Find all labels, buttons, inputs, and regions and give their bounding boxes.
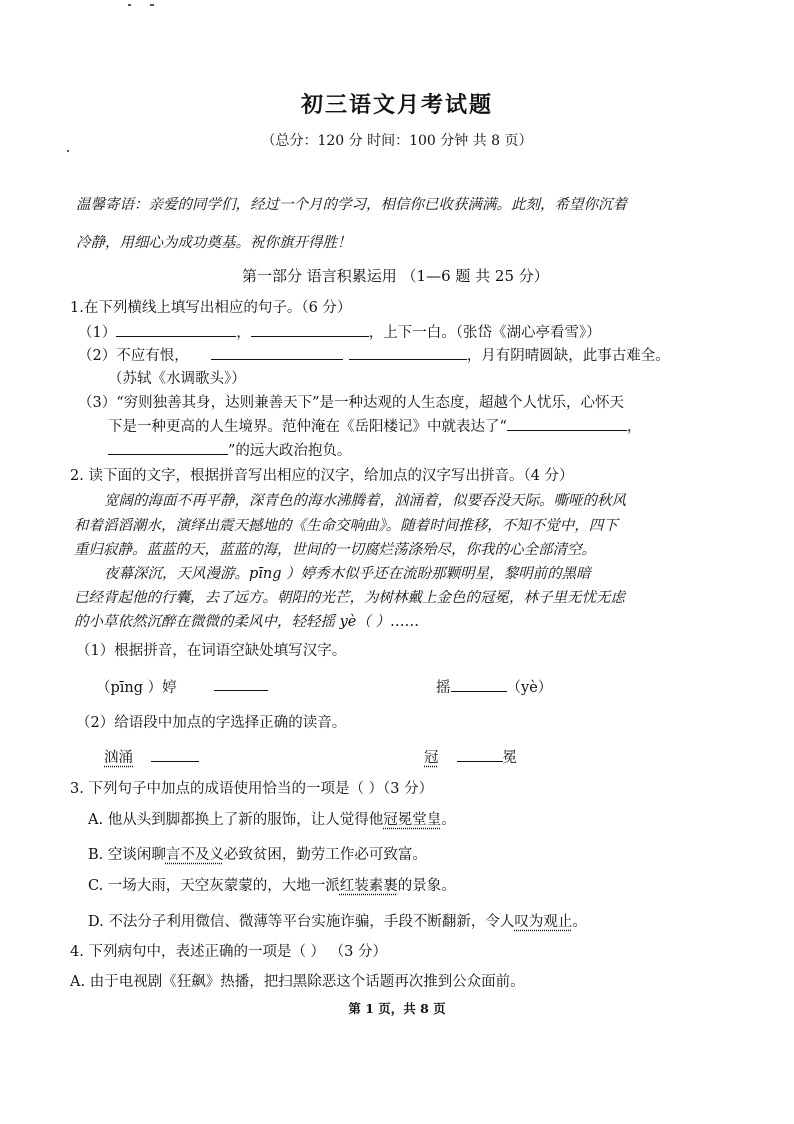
scan-speck	[67, 150, 69, 152]
option-a[interactable]	[88, 808, 456, 829]
pinyin: （yè）	[506, 680, 553, 696]
reading-item-guanmian	[424, 746, 517, 767]
idiom: 红装素裹	[339, 878, 398, 894]
idiom: 冠冕堂皇	[383, 812, 442, 828]
option-b[interactable]	[88, 843, 427, 864]
question-1-item-3-line-2	[108, 415, 641, 436]
question-4-option-a[interactable]: A. 由于电视剧《狂飙》热播，把扫黑除恶这个话题再次推到公众面前。	[70, 974, 525, 990]
question-1-item-2-source: （苏轼《水调歌头》）	[108, 371, 246, 387]
item-tail: ，月有阴晴圆缺，此事古难全。	[466, 348, 670, 364]
scan-speck	[128, 4, 131, 6]
question-1-item-3-line-1: （3）“穷则独善其身，达则兼善天下”是一种达观的人生态度，超越个人忧乐，心怀天	[78, 395, 625, 411]
idiom: 言不及义	[165, 847, 224, 863]
exam-meta: （总分：120 分 时间：100 分钟 共 8 页）	[261, 133, 533, 149]
answer-blank[interactable]	[457, 747, 503, 762]
item-lead: （2）不应有恨，	[78, 348, 189, 364]
answer-blank[interactable]	[151, 747, 199, 762]
intro-line-2: 冷静，用细心为成功奠基。祝你旗开得胜！	[76, 235, 352, 251]
comma: ，	[626, 419, 642, 435]
option-c[interactable]	[88, 874, 456, 895]
char: 冕	[502, 750, 517, 766]
page-title: 初三语文月考试题	[300, 92, 493, 118]
question-1-item-2	[78, 344, 670, 365]
question-3-stem: 3. 下列句子中加点的成语使用恰当的一项是（ ）（3 分）	[70, 781, 434, 797]
option-text: A. 他从头到脚都换上了新的服饰，让人觉得他	[88, 812, 384, 828]
pinyin-item-yao	[436, 676, 552, 697]
question-2-sub-2: （2）给语段中加点的字选择正确的读音。	[76, 715, 347, 731]
section-heading: 第一部分 语言积累运用 （1—6 题 共 25 分）	[242, 267, 549, 285]
question-4-stem: 4. 下列病句中，表述正确的一项是（ ） （3 分）	[70, 944, 387, 960]
option-text: 的景象。	[397, 878, 456, 894]
page-footer: 第 1 页，共 8 页	[348, 1001, 446, 1016]
option-text: 。	[441, 812, 456, 828]
question-2-stem: 2. 读下面的文字，根据拼音写出相应的汉字，给加点的汉字写出拼音。（4 分）	[70, 468, 574, 484]
answer-blank[interactable]	[349, 345, 467, 360]
passage-1-line-2: 和着滔滔潮水，演绎出震天撼地的《生命交响曲》。随着时间推移，不知不觉中，四下	[74, 518, 618, 534]
option-text: C. 一场大雨，天空灰蒙蒙的，大地一派	[88, 878, 340, 894]
item-text: ”的远大政治抱负。	[228, 443, 352, 459]
question-1-stem: 1.在下列横线上填写出相应的句子。（6 分）	[70, 300, 352, 316]
answer-blank[interactable]	[251, 322, 369, 337]
answer-blank[interactable]	[507, 416, 627, 431]
scan-speck	[150, 4, 154, 6]
passage-2-line-3: 的小草依然沉醉在微微的柔风中，轻轻摇 yè（ ）……	[74, 614, 419, 630]
char: 冠	[424, 750, 439, 766]
answer-blank[interactable]	[451, 677, 507, 692]
answer-blank[interactable]	[108, 440, 228, 455]
reading-item-xiongyong	[104, 746, 199, 767]
question-2-sub-1: （1）根据拼音，在词语空缺处填写汉字。	[76, 643, 347, 659]
word: 汹涌	[104, 750, 133, 766]
char: 摇	[436, 680, 451, 696]
idiom: 叹为观止	[514, 914, 573, 930]
passage-1-line-1: 宽阔的海面不再平静，深青色的海水沸腾着，汹涌着，似要吞没天际。嘶哑的秋风	[104, 493, 626, 509]
comma: ，	[236, 325, 251, 341]
pinyin-item-ping: （pīng ）婷	[96, 680, 177, 696]
question-1-item-1	[78, 321, 601, 342]
option-d[interactable]	[88, 910, 587, 931]
option-text: 必致贫困，勤劳工作必可致富。	[223, 847, 427, 863]
item-number: （1）	[78, 325, 117, 341]
item-text: 下是一种更高的人生境界。范仲淹在《岳阳楼记》中就表达了“	[108, 419, 507, 435]
answer-blank[interactable]	[116, 322, 236, 337]
item-tail: ，上下一白。（张岱《湖心亭看雪》）	[368, 325, 601, 341]
answer-blank[interactable]	[214, 676, 268, 691]
option-text: B. 空谈闲聊	[88, 847, 166, 863]
passage-2-line-2: 已经背起他的行囊，去了远方。朝阳的光芒，为树林戴上金色的冠冕，林子里无忧无虑	[74, 590, 625, 606]
option-text: 。	[572, 914, 587, 930]
option-text: D. 不法分子利用微信、微薄等平台实施诈骗，手段不断翻新，令人	[88, 914, 515, 930]
answer-blank[interactable]	[211, 345, 343, 360]
passage-1-line-3: 重归寂静。蓝蓝的天，蓝蓝的海，世间的一切腐烂荡涤殆尽，你我的心全部清空。	[74, 542, 596, 558]
question-1-item-3-line-3	[108, 439, 351, 460]
passage-2-line-1: 夜幕深沉，天风漫游。pīng ）婷秀木似乎还在流盼那颗明星，黎明前的黑暗	[104, 566, 591, 582]
intro-line-1: 温馨寄语：亲爱的同学们，经过一个月的学习，相信你已收获满满。此刻，希望你沉着	[76, 197, 627, 213]
